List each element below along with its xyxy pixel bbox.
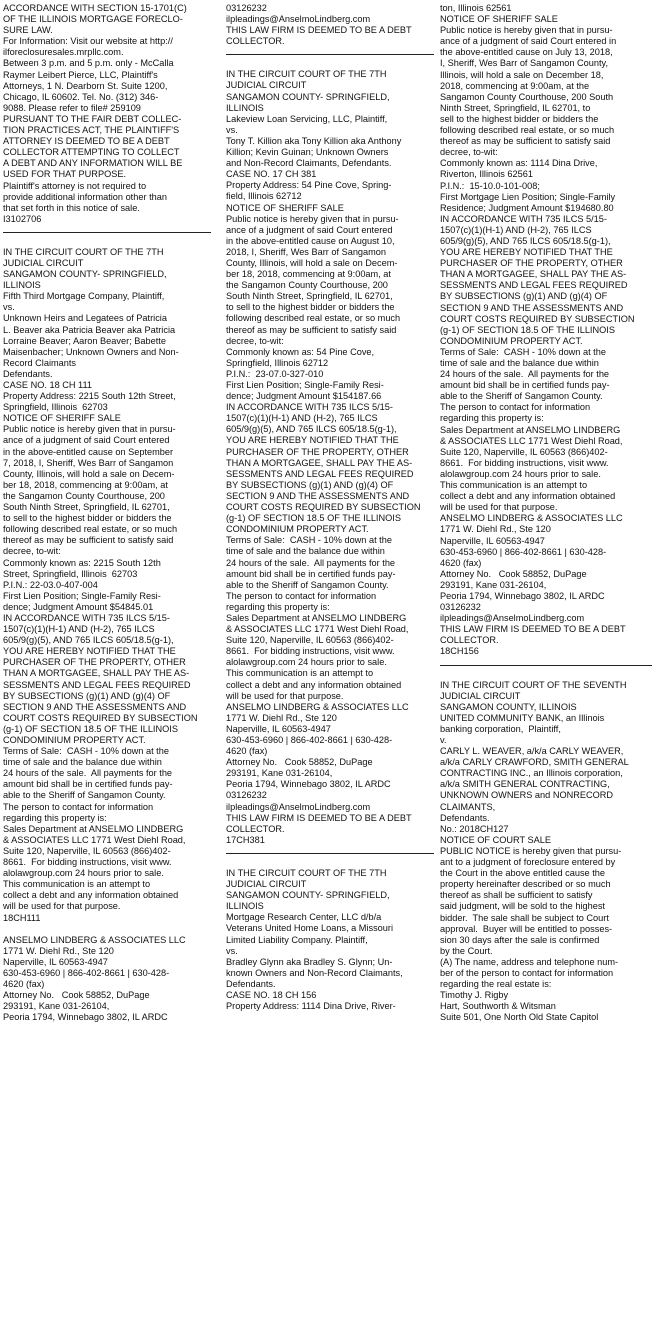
notice-text: IN THE CIRCUIT COURT OF THE 7TH JUDICIAL CIRCUIT SANGAMON COUNTY- SPRINGFIELD, ILLINOIS Mortgage Research Center, LLC d/b/a Veterans United Home Loans, a Missouri Limited Liability Company. Plaintiff, vs. Bradley Glynn aka Bradley S. Glynn; Un- known Owners and Non-Record Claimants, Defendants. CASE NO. 18 CH 156 Property Address: 1114 Dina Drive, River-: [226, 867, 403, 1012]
notice-divider: [440, 665, 652, 666]
column-1: [3, 3, 211, 1335]
notice-divider: [226, 54, 434, 55]
column-2: [226, 3, 434, 1335]
notice-text: ACCORDANCE WITH SECTION 15-1701(C) OF THE ILLINOIS MORTGAGE FORECLO- SURE LAW. For Information: Visit our website at http:// ilforeclosuresales.mrpllc.com. Between 3 p.m. and 5 p.m. only - McCalla Raymer Leibert Pierce, LLC, Plaintiff's Attorneys, 1 N. Dearborn St. Suite 1200, Chicago, IL 60602. Tel. No. (312) 346- 9088. Please refer to file# 259109 PURSUANT TO THE FAIR DEBT COLLEC- TION PRACTICES ACT, THE PLAINTIFF'S ATTORNEY IS DEEMED TO BE A DEBT COLLECTOR ATTEMPTING TO COLLECT A DEBT AND ANY INFORMATION WILL BE USED FOR THAT PURPOSE. Plaintiff's attorney is not required to provide additional information other than that set forth in this notice of sale. I3102706: [3, 3, 187, 224]
notice-divider: [3, 232, 211, 233]
column-3: [440, 3, 652, 1335]
notice-text: IN THE CIRCUIT COURT OF THE 7TH JUDICIAL CIRCUIT SANGAMON COUNTY- SPRINGFIELD, ILLINOIS Fifth Third Mortgage Company, Plaintiff, vs. Unknown Heirs and Legatees of Patricia L. Beaver aka Patricia Beaver aka Patricia Lorraine Beaver; Aaron Beaver; Babette Maisenbacher; Unknown Owners and Non- Record Claimants Defendants. CASE NO. 18 CH 111 Property Address: 2215 South 12th Street, Springfield, Illinois 62703 NOTICE OF SHERIFF SALE Public notice is hereby given that in pursu- ance of a judgment of said Court entered in the above-entitled cause on September 7, 2018, I, Sheriff, Wes Barr of Sangamon County, Illinois, will hold a sale on Decem- ber 18, 2018, commencing at 9:00am, at the Sangamon County Courthouse, 200 South Ninth Street, Springfield, IL 62701, to sell to the highest bidder or bidders the following described real estate, or so much thereof as may be sufficient to satisfy said decree, to-wit: Commonly known as: 2215 South 12th Street, Springfield, Illinois 62703 P.I.N.: 22-03.0-407-004 First Lien Position; Single-Family Resi- dence; Judgment Amount $54845.01 IN ACCORDANCE WITH 735 ILCS 5/15- 1507(c)(1)(H-1) AND (H-2), 765 ILCS 605/9(g)(5), AND 765 ILCS 605/18.5(g-1), YOU ARE HEREBY NOTIFIED THAT THE PURCHASER OF THE PROPERTY, OTHER THAN A MORTGAGEE, SHALL PAY THE AS- SESSMENTS AND LEGAL FEES REQUIRED BY SUBSECTIONS (g)(1) AND (g)(4) OF SECTION 9 AND THE ASSESSMENTS AND COURT COSTS REQUIRED BY SUBSECTION (g-1) OF SECTION 18.5 OF THE ILLINOIS CONDOMINIUM PROPERTY ACT. Terms of Sale: CASH - 10% down at the time of sale and the balance due within 24 hours of the sale. All payments for the amount bid shall be in certified funds pay- able to the Sheriff of Sangamon County. The person to contact for information regarding this property is: Sales Department at ANSELMO LINDBERG & ASSOCIATES LLC 1771 West Diehl Road, Suite 120, Naperville, IL 60563 (866)402- 8661. For bidding instructions, visit www. alolawgroup.com 24 hours prior to sale. This communication is an attempt to collect a debt and any information obtained will be used for that purpose. 18CH111 ANSELMO LINDBERG & ASSOCIATES LLC 1771 W. Diehl Rd., Ste 120 Naperville, IL 60563-4947 630-453-6960 | 866-402-8661 | 630-428- 4620 (fax) Attorney No. Cook 58852, DuPage 293191, Kane 031-26104, Peoria 1794, Winnebago 3802, IL ARDC: [3, 246, 198, 1023]
notice-text: IN THE CIRCUIT COURT OF THE SEVENTH JUDICIAL CIRCUIT SANGAMON COUNTY, ILLINOIS UNITED COMMUNITY BANK, an Illinois banking corporation, Plaintiff, v. CARLY L. WEAVER, a/k/a CARLY WEAVER, a/k/a CARLY CRAWFORD, SMITH GENERAL CONTRACTING INC., an Illinois corporation, a/k/a SMITH GENERAL CONTRACTING, UNKNOWN OWNERS and NONRECORD CLAIMANTS, Defendants. No.: 2018CH127 NOTICE OF COURT SALE PUBLIC NOTICE is hereby given that pursu- ant to a judgment of foreclosure entered by the Court in the above entitled cause the property hereinafter described or so much thereof as shall be sufficient to satisfy said judgment, will be sold to the highest bidder. The sale shall be subject to Court approval. Buyer will be entitled to posses- sion 30 days after the sale is confirmed by the Court. (A) The name, address and telephone num- ber of the person to contact for information regarding the real estate is: Timothy J. Rigby Hart, Southworth & Witsman Suite 501, One North Old State Capitol: [440, 679, 629, 1023]
notice-text: ton, Illinois 62561 NOTICE OF SHERIFF SALE Public notice is hereby given that in pursu- ance of a judgment of said Court entered in the above-entitled cause on July 13, 2018, I, Sheriff, Wes Barr of Sangamon County, Illinois, will hold a sale on December 18, 2018, commencing at 9:00am, at the Sangamon County Courthouse, 200 South Ninth Street, Springfield, IL 62701, to sell to the highest bidder or bidders the following described real estate, or so much thereof as may be sufficient to satisfy said decree, to-wit: Commonly known as: 1114 Dina Drive, Riverton, Illinois 62561 P.I.N.: 15-10.0-101-008; First Mortgage Lien Position; Single-Family Residence; Judgment Amount $194680.80 IN ACCORDANCE WITH 735 ILCS 5/15- 1507(c)(1)(H-1) AND (H-2), 765 ILCS 605/9(g)(5), AND 765 ILCS 605/18.5(g-1), YOU ARE HEREBY NOTIFIED THAT THE PURCHASER OF THE PROPERTY, OTHER THAN A MORTGAGEE, SHALL PAY THE AS- SESSMENTS AND LEGAL FEES REQUIRED BY SUBSECTIONS (g)(1) AND (g)(4) OF SECTION 9 AND THE ASSESSMENTS AND COURT COSTS REQUIRED BY SUBSECTION (g-1) OF SECTION 18.5 OF THE ILLINOIS CONDOMINIUM PROPERTY ACT. Terms of Sale: CASH - 10% down at the time of sale and the balance due within 24 hours of the sale. All payments for the amount bid shall be in certified funds pay- able to the Sheriff of Sangamon County. The person to contact for information regarding this property is: Sales Department at ANSELMO LINDBERG & ASSOCIATES LLC 1771 West Diehl Road, Suite 120, Naperville, IL 60563 (866)402- 8661. For bidding instructions, visit www. alolawgroup.com 24 hours prior to sale. This communication is an attempt to collect a debt and any information obtained will be used for that purpose. ANSELMO LINDBERG & ASSOCIATES LLC 1771 W. Diehl Rd., Ste 120 Naperville, IL 60563-4947 630-453-6960 | 866-402-8661 | 630-428- 4620 (fax) Attorney No. Cook 58852, DuPage 293191, Kane 031-26104, Peoria 1794, Winnebago 3802, IL ARDC 03126232 ilpleadings@AnselmoLindberg.com THIS LAW FIRM IS DEEMED TO BE A DEBT COLLECTOR. 18CH156: [440, 3, 635, 657]
notice-text: IN THE CIRCUIT COURT OF THE 7TH JUDICIAL CIRCUIT SANGAMON COUNTY- SPRINGFIELD, ILLINOIS Lakeview Loan Servicing, LLC, Plaintiff, vs. Tony T. Killion aka Tony Killion aka Anthony Killion; Kevin Guinan; Unknown Owners and Non-Record Claimants, Defendants. CASE NO. 17 CH 381 Property Address: 54 Pine Cove, Spring- field, Illinois 62712 NOTICE OF SHERIFF SALE Public notice is hereby given that in pursu- ance of a judgment of said Court entered in the above-entitled cause on August 10, 2018, I, Sheriff, Wes Barr of Sangamon County, Illinois, will hold a sale on Decem- ber 18, 2018, commencing at 9:00am, at the Sangamon County Courthouse, 200 South Ninth Street, Springfield, IL 62701, to sell to the highest bidder or bidders the following described real estate, or so much thereof as may be sufficient to satisfy said decree, to-wit: Commonly known as: 54 Pine Cove, Springfield, Illinois 62712 P.I.N.: 23-07.0-327-010 First Lien Position; Single-Family Resi- dence; Judgment Amount $154187.66 IN ACCORDANCE WITH 735 ILCS 5/15- 1507(c)(1)(H-1) AND (H-2), 765 ILCS 605/9(g)(5), AND 765 ILCS 605/18.5(g-1), YOU ARE HEREBY NOTIFIED THAT THE PURCHASER OF THE PROPERTY, OTHER THAN A MORTGAGEE, SHALL PAY THE AS- SESSMENTS AND LEGAL FEES REQUIRED BY SUBSECTIONS (g)(1) AND (g)(4) OF SECTION 9 AND THE ASSESSMENTS AND COURT COSTS REQUIRED BY SUBSECTION (g-1) OF SECTION 18.5 OF THE ILLINOIS CONDOMINIUM PROPERTY ACT. Terms of Sale: CASH - 10% down at the time of sale and the balance due within 24 hours of the sale. All payments for the amount bid shall be in certified funds pay- able to the Sheriff of Sangamon County. The person to contact for information regarding this property is: Sales Department at ANSELMO LINDBERG & ASSOCIATES LLC 1771 West Diehl Road, Suite 120, Naperville, IL 60563 (866)402- 8661. For bidding instructions, visit www. alolawgroup.com 24 hours prior to sale. This communication is an attempt to collect a debt and any information obtained will be used for that purpose. ANSELMO LINDBERG & ASSOCIATES LLC 1771 W. Diehl Rd., Ste 120 Naperville, IL 60563-4947 630-453-6960 | 866-402-8661 | 630-428- 4620 (fax) Attorney No. Cook 58852, DuPage 293191, Kane 031-26104, Peoria 1794, Winnebago 3802, IL ARDC 03126232 ilpleadings@AnselmoLindberg.com THIS LAW FIRM IS DEEMED TO BE A DEBT COLLECTOR. 17CH381: [226, 69, 421, 845]
notice-text: 03126232 ilpleadings@AnselmoLindberg.com THIS LAW FIRM IS DEEMED TO BE A DEBT COLLECTOR.: [226, 3, 412, 47]
notice-divider: [226, 853, 434, 854]
